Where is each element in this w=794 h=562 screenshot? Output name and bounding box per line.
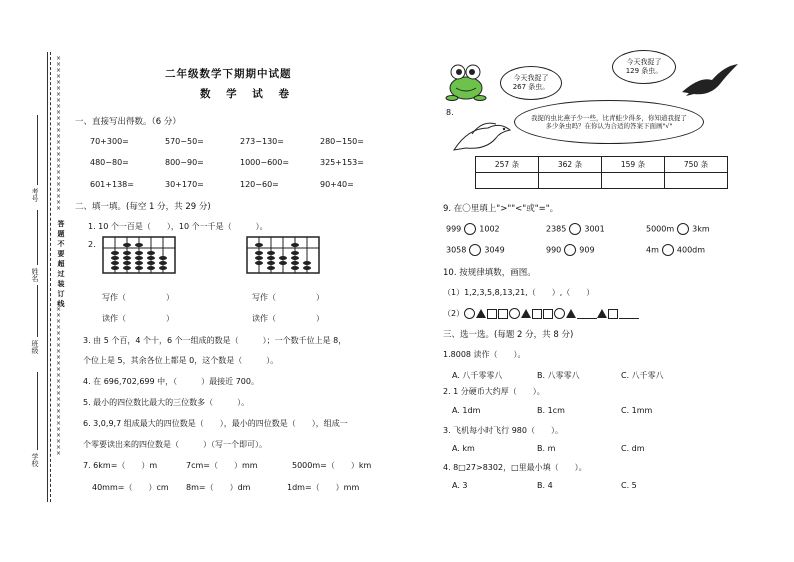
circle-shape (509, 308, 520, 319)
swallow-illustration (680, 62, 740, 98)
q9-r1c1-right: 1002 (479, 224, 500, 234)
label-exam-number: 考号 (31, 188, 39, 202)
q9-r1c1 (446, 223, 500, 235)
q9-r1c1-left: 999 (446, 224, 462, 234)
q8-check-cell-3[interactable] (602, 173, 665, 189)
s3-q3-opt-b[interactable]: B. m (537, 444, 556, 453)
s2-q4: 4. 在 696,702,699 中，（ ）最接近 700。 (83, 377, 259, 386)
page-title: 二年级数学下期期中试题 (165, 68, 292, 80)
q10-shape-prefix: （2） (443, 309, 465, 318)
class-line (37, 285, 38, 337)
square-shape (543, 309, 553, 319)
label-name: 姓名 (31, 268, 39, 282)
compare-circle[interactable] (564, 244, 576, 256)
q9-r1c2 (546, 223, 605, 235)
s1-r1c2: 570−50= (165, 137, 204, 146)
s3-q4-opt-c[interactable]: C. 5 (621, 481, 637, 490)
q8-number: 8. (446, 108, 454, 117)
section2-heading: 二、填一填。(每空 1 分，共 29 分) (75, 202, 211, 212)
s3-q4-opt-a[interactable]: A. 3 (452, 481, 468, 490)
s1-r2c1: 480−80= (90, 158, 129, 167)
square-shape (532, 309, 542, 319)
abacus-1 (102, 236, 176, 274)
binding-dash-line (50, 52, 52, 502)
q9-r1c2-left: 2385 (546, 224, 567, 234)
q8-option-1: 257 条 (476, 157, 539, 173)
compare-circle[interactable] (569, 223, 581, 235)
s2-q2-number: 2. (88, 240, 96, 249)
q10-sequence: （1）1,2,3,5,8,13,21,（ ）,（ ） (443, 288, 595, 297)
s3-q1: 1.8008 读作（ ）。 (443, 350, 526, 359)
s1-r1c1: 70+300= (90, 137, 129, 146)
binding-x-strip-left-lower: ×××××××××××××××××××××××××× (55, 300, 62, 456)
s2-q2-write-1: 写作（ ） (102, 293, 174, 302)
s2-q2-write-2: 写作（ ） (252, 293, 324, 302)
s2-q7-b3: 1dm=（ ）mm (287, 483, 360, 492)
s2-q2-read-1: 读作（ ） (102, 314, 174, 323)
q9-r2c1 (446, 244, 505, 256)
page-subtitle: 数 学 试 卷 (200, 88, 295, 100)
s2-q5: 5. 最小的四位数比最大的三位数多（ ）。 (83, 398, 250, 407)
q9-r2c3 (646, 244, 705, 256)
q9-r2c1-right: 3049 (484, 245, 505, 255)
binding-solid-line (47, 52, 49, 502)
q9-r1c2-right: 3001 (584, 224, 605, 234)
school-line (37, 372, 38, 450)
q8-check-cell-2[interactable] (539, 173, 602, 189)
q10-shape-pattern (443, 308, 639, 319)
s3-q2-opt-a[interactable]: A. 1dm (452, 406, 481, 415)
abacus-2 (246, 236, 320, 274)
compare-circle[interactable] (469, 244, 481, 256)
square-shape (608, 309, 618, 319)
q9-r2c2 (546, 244, 595, 256)
s3-q1-opt-c[interactable]: C. 八千零八 (621, 371, 664, 380)
bird-speech-bubble: 我捉的虫比燕子少一些，比青蛙少得多，你知道我捉了多少条虫吗？在你认为合适的答案下面画"√" (514, 100, 704, 144)
s2-q6-line2: 个零要读出来的四位数是（ ）（写一个即可）。 (83, 440, 267, 449)
exam-number-line (37, 115, 38, 185)
q9-r1c3 (646, 223, 710, 235)
s2-q2-read-2: 读作（ ） (252, 314, 324, 323)
s3-q4-opt-b[interactable]: B. 4 (537, 481, 553, 490)
s1-r2c3: 1000−600= (240, 158, 290, 167)
s2-q3-line1: 3. 由 5 个百，4 个十，6 个一组成的数是（ ）；一个数千位上是 8， (83, 336, 347, 345)
s1-r1c3: 273−130= (240, 137, 284, 146)
triangle-shape (566, 309, 576, 318)
s3-q2: 2. 1 分硬币大约厚（ ）。 (443, 387, 545, 396)
q10-blank-1[interactable] (577, 309, 597, 319)
s2-q6-line1: 6. 3,0,9,7 组成最大的四位数是（ ），最小的四位数是（ ），组成一 (83, 419, 348, 428)
q9-r2c3-right: 400dm (676, 245, 706, 255)
swallow-speech-bubble: 今天我捉了 129 条虫。 (612, 50, 676, 84)
s1-r3c2: 30+170= (165, 180, 204, 189)
s3-q2-opt-b[interactable]: B. 1cm (537, 406, 565, 415)
s3-q3-opt-c[interactable]: C. dm (621, 444, 645, 453)
s3-q1-opt-b[interactable]: B. 八零零八 (537, 371, 580, 380)
q9-r2c2-left: 990 (546, 245, 562, 255)
label-school: 学校 (31, 453, 39, 467)
q8-check-cell-1[interactable] (476, 173, 539, 189)
s2-q7-a2: 7cm=（ ）mm (186, 461, 258, 470)
s3-q3-opt-a[interactable]: A. km (452, 444, 475, 453)
name-line (37, 210, 38, 265)
circle-shape (554, 308, 565, 319)
section3-heading: 三、选一选。(每题 2 分，共 8 分) (443, 330, 574, 340)
s3-q2-opt-c[interactable]: C. 1mm (621, 406, 653, 415)
q8-option-4: 750 条 (665, 157, 728, 173)
q8-answer-table (475, 156, 728, 189)
binding-x-strip-left: ×××××××××××××××××××××××××× (55, 55, 62, 211)
triangle-shape (476, 309, 486, 318)
square-shape (487, 309, 497, 319)
s1-r3c4: 90+40= (320, 180, 354, 189)
s1-r3c1: 601+138= (90, 180, 134, 189)
s1-r2c4: 325+153= (320, 158, 364, 167)
q10-blank-2[interactable] (619, 309, 639, 319)
label-class: 班级 (31, 340, 39, 354)
s2-q7-b2: 8m=（ ）dm (186, 483, 251, 492)
s2-q7-a3: 5000m=（ ）km (292, 461, 372, 470)
q9-r1c3-right: 3km (692, 224, 710, 234)
seal-notice: 答题不要超过装订线 (57, 220, 65, 310)
q10-heading: 10. 按规律填数，画图。 (443, 268, 536, 278)
s2-q1: 1. 10 个一百是（ ），10 个一千是（ ）。 (88, 222, 268, 231)
q9-heading: 9. 在〇里填上">""<"或"="。 (443, 204, 559, 214)
frog-illustration (444, 62, 488, 102)
s1-r3c3: 120−60= (240, 180, 279, 189)
s1-r1c4: 280−150= (320, 137, 364, 146)
circle-shape (464, 308, 475, 319)
q8-option-3: 159 条 (602, 157, 665, 173)
compare-circle[interactable] (677, 223, 689, 235)
s2-q7-b1: 40mm=（ ）cm (92, 483, 169, 492)
s1-r2c2: 800−90= (165, 158, 204, 167)
q8-option-2: 362 条 (539, 157, 602, 173)
compare-circle[interactable] (662, 244, 674, 256)
s2-q7-a1: 7. 6km=（ ）m (83, 461, 158, 470)
triangle-shape (521, 309, 531, 318)
q8-check-cell-4[interactable] (665, 173, 728, 189)
s3-q3: 3. 飞机每小时飞行 980（ ）。 (443, 426, 563, 435)
bird-illustration (452, 120, 514, 156)
q9-r2c3-left: 4m (646, 245, 659, 255)
q9-r2c2-right: 909 (579, 245, 595, 255)
section1-heading: 一、直接写出得数。（6 分） (75, 117, 181, 127)
frog-speech-bubble: 今天我捉了 267 条虫。 (500, 66, 562, 100)
q9-r2c1-left: 3058 (446, 245, 467, 255)
s3-q1-opt-a[interactable]: A. 八千零零八 (452, 371, 503, 380)
triangle-shape (597, 309, 607, 318)
q9-r1c3-left: 5000m (646, 224, 675, 234)
s3-q4: 4. 8□27>8302，□里最小填（ ）。 (443, 463, 587, 472)
compare-circle[interactable] (464, 223, 476, 235)
square-shape (498, 309, 508, 319)
s2-q3-line2: 个位上是 5，其余各位上都是 0，这个数是（ ）。 (83, 356, 279, 365)
